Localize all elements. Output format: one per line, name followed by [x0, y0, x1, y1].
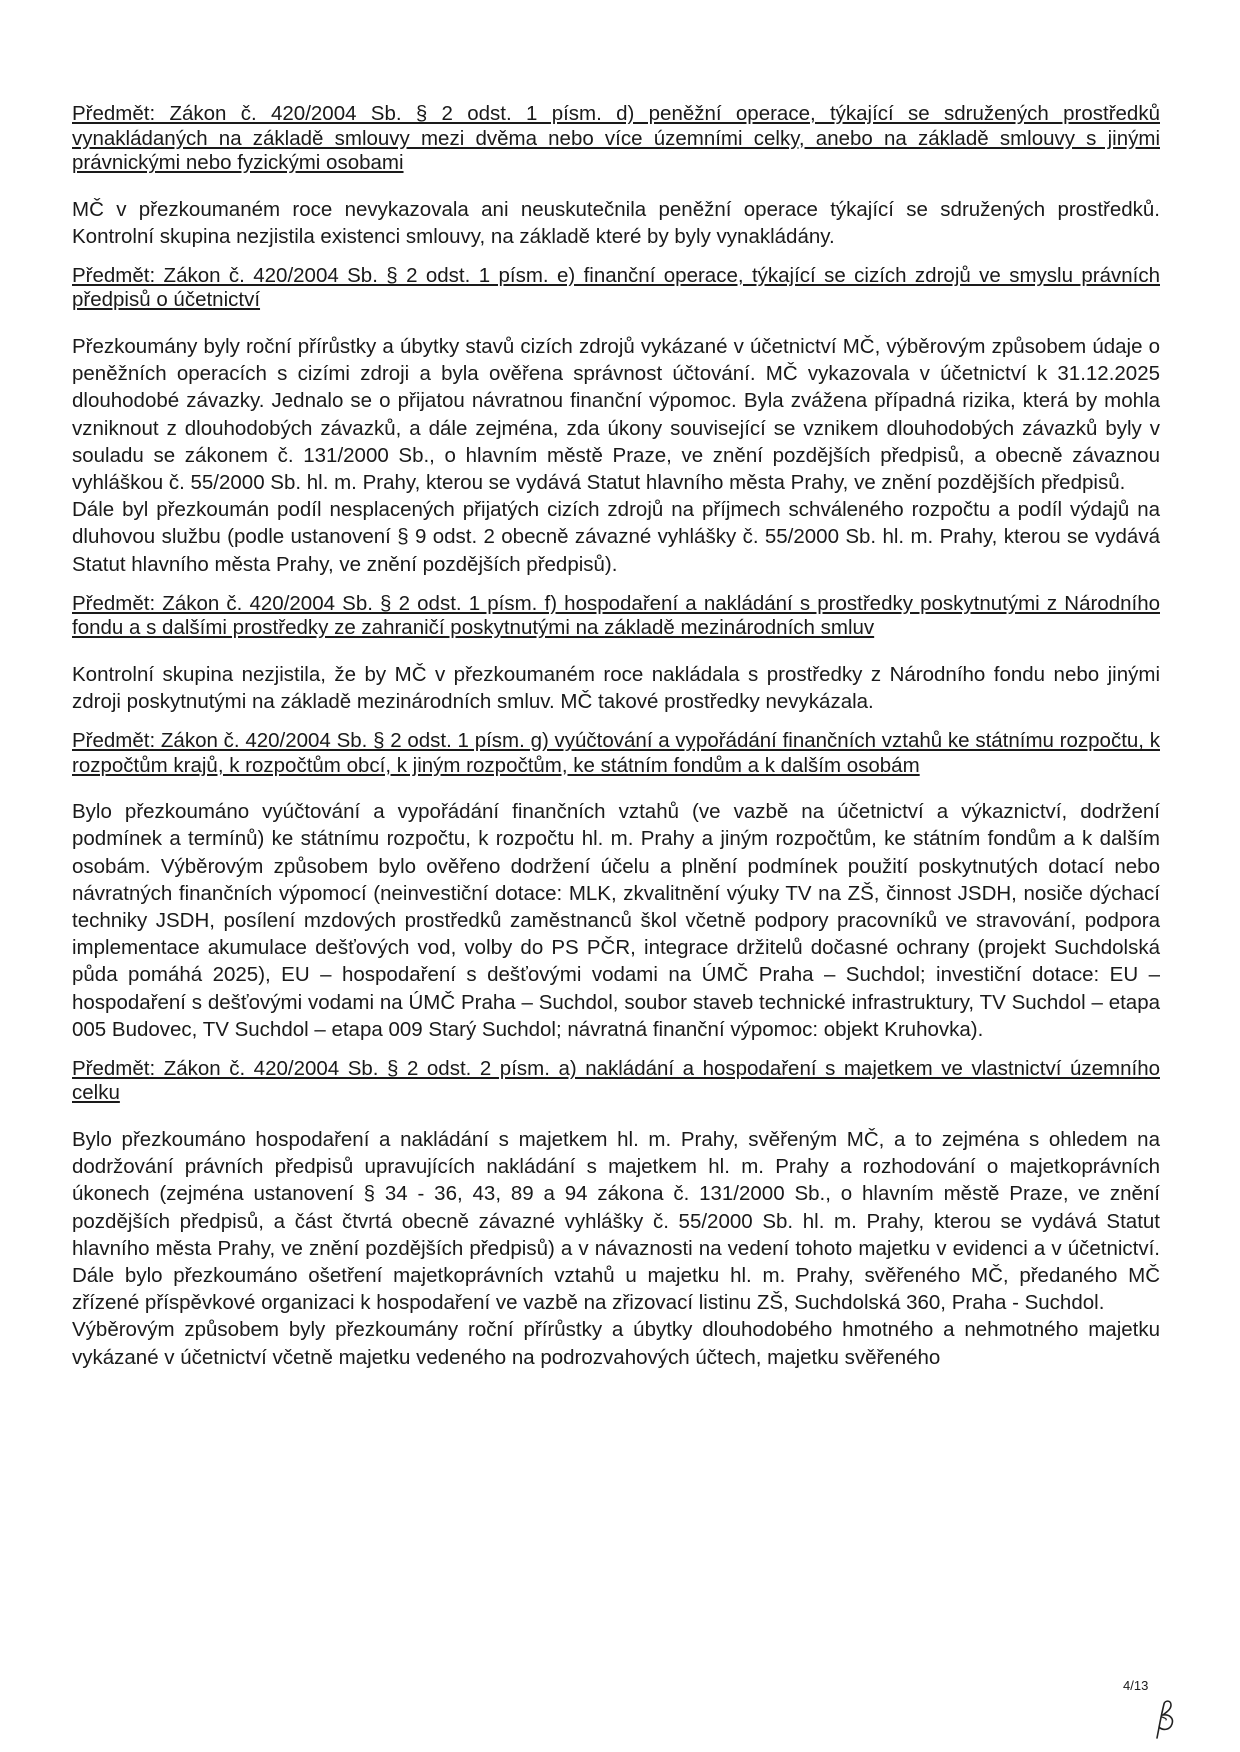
- section-e: [72, 264, 1160, 578]
- section-heading: Předmět: Zákon č. 420/2004 Sb. § 2 odst. 1 písm. g) vyúčtování a vypořádání finančních vztahů ke státnímu rozpočtu, k rozpočtům krajů, k rozpočtům obcí, k jiným rozpočtům, ke státním fondům a k dalším osobám: [72, 729, 1160, 777]
- section-paragraph: Kontrolní skupina nezjistila, že by MČ v přezkoumaném roce nakládala s prostředky z Národního fondu nebo jinými zdroji poskytnutými na základě mezinárodních smluv. MČ takové prostředky nevykázala.: [72, 662, 1160, 713]
- section-divider-space: [72, 250, 1160, 264]
- section-divider-space: [72, 1043, 1160, 1057]
- handwritten-initials: [1150, 1698, 1180, 1742]
- section-heading: Předmět: Zákon č. 420/2004 Sb. § 2 odst. 1 písm. e) finanční operace, týkající se cizích zdrojů ve smyslu právních předpisů o účetnictví: [72, 263, 1160, 312]
- section-divider-space: [72, 715, 1160, 729]
- section-d: [72, 102, 1160, 250]
- section-paragraph: Přezkoumány byly roční přírůstky a úbytky stavů cizích zdrojů vykázané v účetnictví MČ, výběrovým způsobem údaje o peněžních operacích s cizími zdroji a byla ověřena správnost účtování. MČ vykazovala v účetnictví k 31.12.2025 dlouhodobé závazky. Jednalo se o přijatou návratnou finanční výpomoc. Byla zvážena případná rizika, která by mohla vzniknout z dlouhodobých závazků, a dále zejména, zda úkony související se vznikem dlouhodobých závazků byly v souladu se zákonem č. 131/2000 Sb., o hlavním městě Praze, ve znění pozdějších předpisů, a obecně závaznou vyhláškou č. 55/2000 Sb. hl. m. Prahy, kterou se vydává Statut hlavního města Prahy, ve znění pozdějších předpisů.: [72, 334, 1160, 494]
- section-heading: Předmět: Zákon č. 420/2004 Sb. § 2 odst. 1 písm. d) peněžní operace, týkající se sdružených prostředků vynakládaných na základě smlouvy mezi dvěma nebo více územními celky, anebo na základě smlouvy s jinými právnickými nebo fyzickými osobami: [72, 102, 1160, 174]
- page-number: 4/13: [1123, 1678, 1149, 1693]
- section-heading: Předmět: Zákon č. 420/2004 Sb. § 2 odst. 2 písm. a) nakládání a hospodaření s majetkem ve vlastnictví územního celku: [72, 1056, 1160, 1105]
- section-f: [72, 592, 1160, 715]
- section-g: [72, 729, 1160, 1043]
- section-paragraph: Bylo přezkoumáno vyúčtování a vypořádání finančních vztahů (ve vazbě na účetnictví a výkaznictví, dodržení podmínek a termínů) ke státnímu rozpočtu, k rozpočtu hl. m. Prahy a jiným rozpočtům, ke státním fondům a k dalším osobám. Výběrovým způsobem bylo ověřeno dodržení účelu a plnění podmínek použití poskytnutých dotací nebo návratných finančních výpomocí (neinvestiční dotace: MLK, zkvalitnění výuky TV na ZŠ, činnost JSDH, nosiče dýchací techniky JSDH, posílení mzdových prostředků zaměstnanců škol včetně podpory pracovníků ve stravování, podpora implementace akumulace dešťových vod, volby do PS PČR, integrace držitelů dočasné ochrany (projekt Suchdolská půda pomáhá 2025), EU – hospodaření s dešťovými vodami na ÚMČ Praha – Suchdol; investiční dotace: EU – hospodaření s dešťovými vodami na ÚMČ Praha – Suchdol, soubor staveb technické infrastruktury, TV Suchdol – etapa 005 Budovec, TV Suchdol – etapa 009 Starý Suchdol; návratná finanční výpomoc: objekt Kruhovka).: [72, 800, 1160, 1041]
- section-divider-space: [72, 578, 1160, 592]
- section-paragraph: MČ v přezkoumaném roce nevykazovala ani neuskutečnila peněžní operace týkající se sdružených prostředků. Kontrolní skupina nezjistila existenci smlouvy, na základě které by byly vynakládány.: [72, 197, 1160, 248]
- section-paragraph: Výběrovým způsobem byly přezkoumány roční přírůstky a úbytky dlouhodobého hmotného a nehmotného majetku vykázané v účetnictví včetně majetku vedeného na podrozvahových účtech, majetku svěřeného: [72, 1318, 1160, 1369]
- section-majetek: [72, 1057, 1160, 1371]
- section-paragraph: Dále byl přezkoumán podíl nesplacených přijatých cizích zdrojů na příjmech schváleného rozpočtu a podíl výdajů na dluhovou službu (podle ustanovení § 9 odst. 2 obecně závazné vyhlášky č. 55/2000 Sb. hl. m. Prahy, kterou se vydává Statut hlavního města Prahy, ve znění pozdějších předpisů).: [72, 498, 1160, 576]
- section-paragraph: Bylo přezkoumáno hospodaření a nakládání s majetkem hl. m. Prahy, svěřeným MČ, a to zejména s ohledem na dodržování právních předpisů upravujících nakládání s majetkem hl. m. Prahy a rozhodování o majetkoprávních úkonech (zejména ustanovení § 34 - 36, 43, 89 a 94 zákona č. 131/2000 Sb., o hlavním městě Praze, ve znění pozdějších předpisů, a část čtvrtá obecně závazné vyhlášky č. 55/2000 Sb. hl. m. Prahy, kterou se vydává Statut hlavního města Prahy, ve znění pozdějších předpisů) a v návaznosti na vedení tohoto majetku v evidenci a v účetnictví. Dále bylo přezkoumáno ošetření majetkoprávních vztahů u majetku hl. m. Prahy, svěřeného MČ, předaného MČ zřízené příspěvkové organizaci k hospodaření ve vazbě na zřizovací listinu ZŠ, Suchdolská 360, Praha - Suchdol.: [72, 1127, 1160, 1315]
- section-heading: Předmět: Zákon č. 420/2004 Sb. § 2 odst. 1 písm. f) hospodaření a nakládání s prostředky poskytnutými z Národního fondu a s dalšími prostředky ze zahraničí poskytnutými na základě mezinárodních smluv: [72, 591, 1160, 640]
- document-page: [72, 102, 1160, 1371]
